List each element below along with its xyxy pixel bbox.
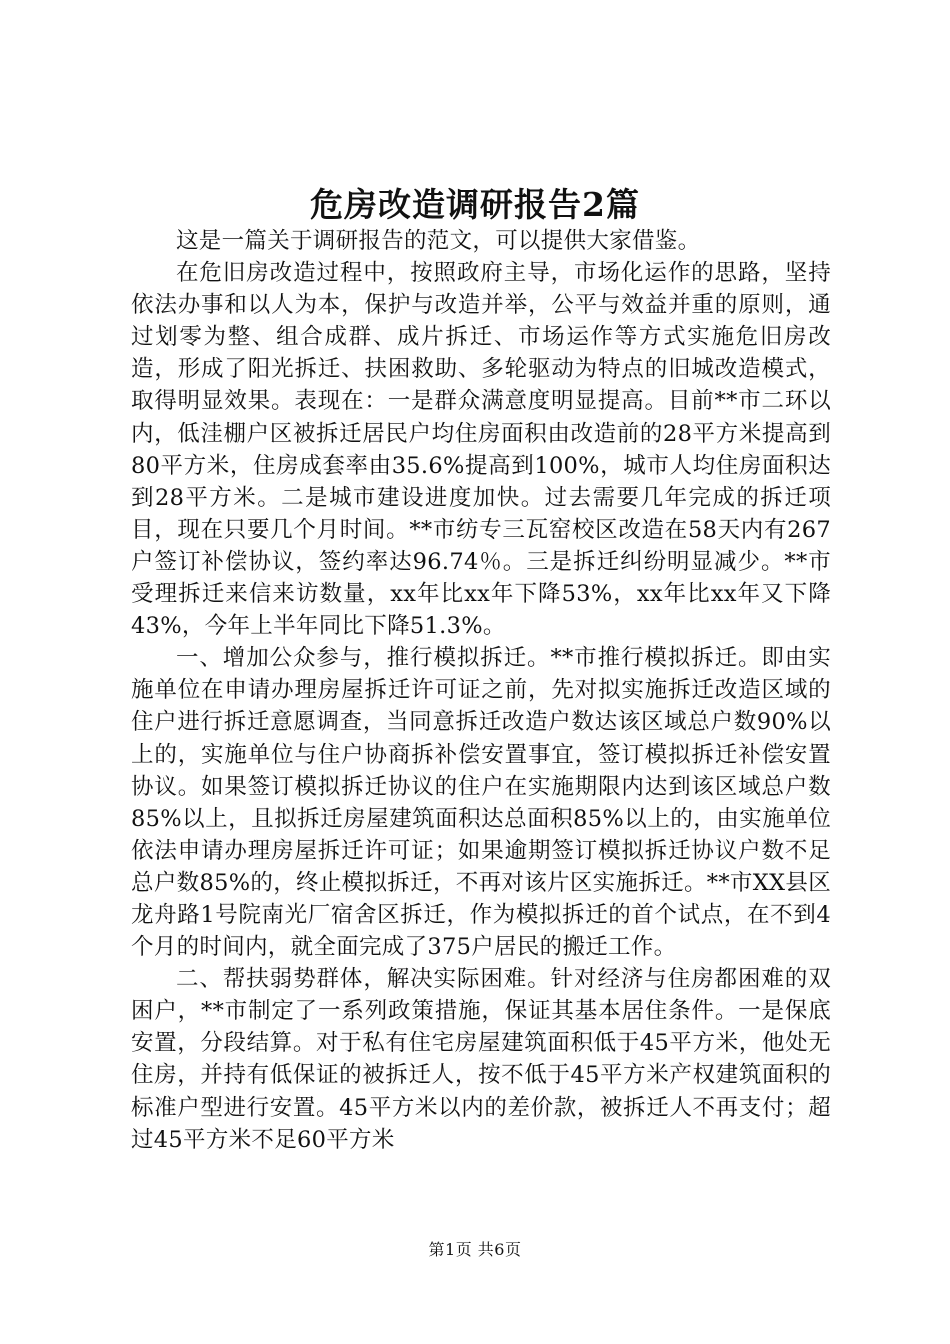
document-body [131,225,831,1156]
body-paragraph: 在危旧房改造过程中，按照政府主导，市场化运作的思路，坚持依法办事和以人为本，保护与改造并举，公平与效益并重的原则，通过划零为整、组合成群、成片拆迁、市场运作等方式实施危旧房改造，形成了阳光拆迁、扶困救助、多轮驱动为特点的旧城改造模式，取得明显效果。表现在：一是群众满意度明显提高。目前**市二环以内，低洼棚户区被拆迁居民户均住房面积由改造前的28平方米提高到80平方米，住房成套率由35.6%提高到100%，城市人均住房面积达到28平方米。二是城市建设进度加快。过去需要几年完成的拆迁项目，现在只要几个月时间。**市纺专三瓦窑校区改造在58天内有267户签订补偿协议，签约率达96.74％。三是拆迁纠纷明显减少。**市受理拆迁来信来访数量，xx年比xx年下降53%，xx年比xx年又下降43%，今年上半年同比下降51.3%。 [131,260,831,640]
document-title: 危房改造调研报告2篇 [310,185,640,224]
body-paragraph: 一、增加公众参与，推行模拟拆迁。**市推行模拟拆迁。即由实施单位在申请办理房屋拆迁许可证之前，先对拟实施拆迁改造区域的住户进行拆迁意愿调查，当同意拆迁改造户数达该区域总户数90%以上的，实施单位与住户协商拆补偿安置事宜，签订模拟拆迁补偿安置协议。如果签订模拟拆迁协议的住户在实施期限内达到该区域总户数85%以上，且拟拆迁房屋建筑面积达总面积85%以上的，由实施单位依法申请办理房屋拆迁许可证；如果逾期签订模拟拆迁协议户数不足总户数85%的，终止模拟拆迁，不再对该片区实施拆迁。**市XX县区龙舟路1号院南光厂宿舍区拆迁，作为模拟拆迁的首个试点，在不到4个月的时间内，就全面完成了375户居民的搬迁工作。 [131,645,831,961]
body-paragraph: 二、帮扶弱势群体，解决实际困难。针对经济与住房都困难的双困户，**市制定了一系列政策措施，保证其基本居住条件。一是保底安置，分段结算。对于私有住宅房屋建筑面积低于45平方米，他处无住房，并持有低保证的被拆迁人，按不低于45平方米产权建筑面积的标准户型进行安置。45平方米以内的差价款，被拆迁人不再支付；超过45平方米不足60平方米 [131,966,831,1153]
intro-paragraph: 这是一篇关于调研报告的范文，可以提供大家借鉴。 [176,228,701,254]
page-number-footer: 第1页 共6页 [428,1240,522,1259]
